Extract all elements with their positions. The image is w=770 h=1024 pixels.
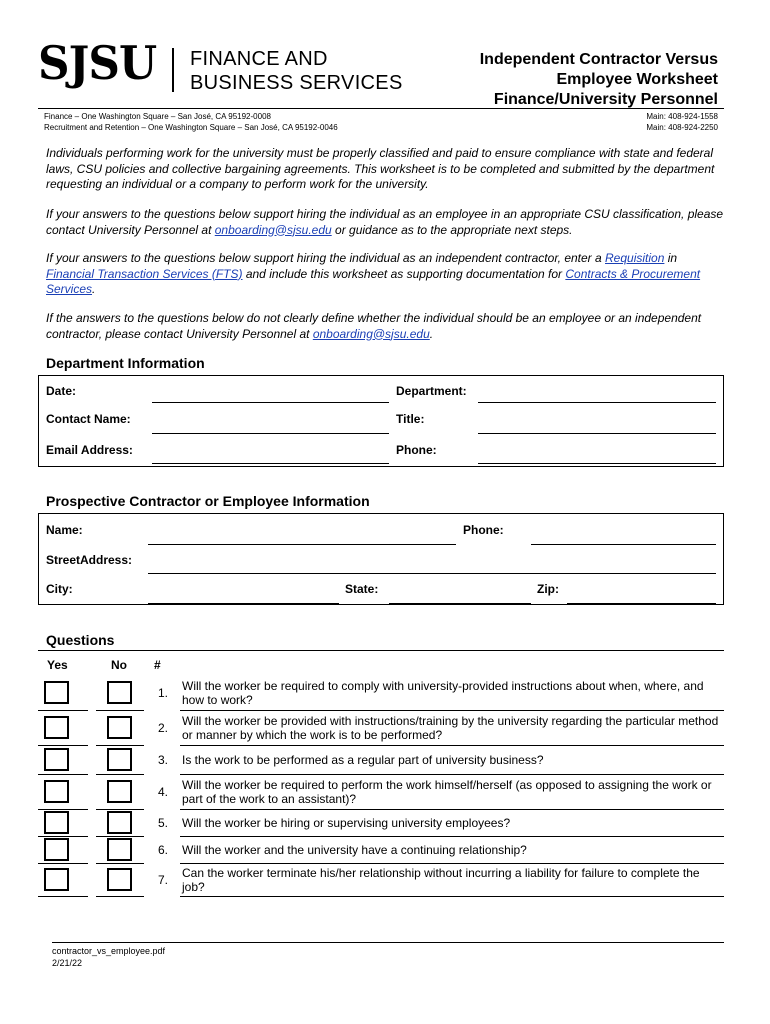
question-text: Will the worker be required to perform the work himself/herself (as opposed to assigning the work or part of the work to an assistant)? [182, 778, 712, 806]
no-checkbox[interactable] [107, 868, 132, 891]
requisition-link[interactable]: Requisition [605, 251, 665, 265]
no-column-header: No [111, 658, 127, 672]
no-checkbox[interactable] [107, 838, 132, 861]
yes-checkbox-underline [38, 710, 88, 711]
yes-column-header: Yes [47, 658, 68, 672]
question-text: Can the worker terminate his/her relationship without incurring a liability for failure to complete the job? [182, 866, 700, 894]
yes-checkbox-underline [38, 896, 88, 897]
p4-text-before: If the answers to the questions below do not clearly define whether the individual should be an employee or an independent contractor, please contact University Personnel at [46, 311, 702, 341]
question-divider [180, 710, 724, 711]
title-label: Title: [396, 412, 425, 426]
question-text: Will the worker be provided with instructions/training by the university regarding the particular method or manner by which the work is to be performed? [182, 714, 719, 742]
question-divider [180, 774, 724, 775]
onboarding-email-link-2[interactable]: onboarding@sjsu.edu [312, 326, 430, 341]
question-number: 2. [157, 721, 168, 735]
questions-section-title: Questions [46, 632, 115, 648]
p3-text-before: If your answers to the questions below support hiring the individual as an independent contractor, enter a [46, 251, 606, 265]
address-block [44, 111, 338, 133]
question-text: Is the work to be performed as a regular part of university business? [182, 753, 544, 767]
no-checkbox[interactable] [107, 780, 132, 803]
zip-label: Zip: [537, 582, 559, 596]
street-address-field[interactable] [148, 573, 716, 574]
prospect-phone-label: Phone: [463, 523, 504, 537]
title-line-2: Employee Worksheet [556, 71, 718, 88]
no-checkbox-underline [96, 836, 144, 837]
prospect-name-label: Name: [46, 523, 83, 537]
yes-checkbox[interactable] [44, 780, 69, 803]
department-logo-text [190, 47, 403, 95]
no-checkbox-underline [96, 809, 144, 810]
p2-text-after: or guidance as to the appropriate next steps. [331, 222, 573, 237]
question-divider [180, 809, 724, 810]
address-line-2: Recruitment and Retention – One Washington Square – San José, CA 95192-0046 [44, 123, 338, 132]
question-divider [180, 836, 724, 837]
p2-text-before: If your answers to the questions below support hiring the individual as an employee in an appropriate CSU classification, please contact University Personnel at [46, 207, 724, 237]
question-divider [180, 745, 724, 746]
no-checkbox-underline [96, 896, 144, 897]
no-checkbox[interactable] [107, 681, 132, 704]
yes-checkbox[interactable] [44, 868, 69, 891]
department-phone-label: Phone: [396, 443, 437, 457]
title-line-3: Finance/University Personnel [493, 91, 718, 108]
yes-checkbox-underline [38, 774, 88, 775]
number-column-header: # [154, 658, 161, 672]
intro-paragraph-1: Individuals performing work for the university must be properly classified and paid to ensure compliance with state and federal laws, CSU policies and collective bargaining agreements. This worksheet is to be completed and submitted by the department requesting an individual or a company to perform work for the university. [46, 146, 715, 191]
phone-block [646, 111, 718, 133]
yes-checkbox[interactable] [44, 716, 69, 739]
question-number: 3. [157, 753, 168, 767]
email-address-field[interactable] [152, 463, 389, 464]
no-checkbox-underline [96, 710, 144, 711]
department-phone-field[interactable] [478, 463, 716, 464]
state-label: State: [345, 582, 379, 596]
yes-checkbox[interactable] [44, 838, 69, 861]
contracts-procurement-link[interactable]: Contracts & Procurement Services [46, 266, 701, 296]
yes-checkbox[interactable] [44, 681, 69, 704]
yes-checkbox[interactable] [44, 811, 69, 834]
sjsu-logo: SJSU [38, 36, 157, 90]
zip-field[interactable] [567, 603, 716, 604]
yes-checkbox[interactable] [44, 748, 69, 771]
address-line-1: Finance – One Washington Square – San José, CA 95192-0008 [44, 112, 271, 121]
no-checkbox[interactable] [107, 811, 132, 834]
yes-checkbox-underline [38, 809, 88, 810]
no-checkbox-underline [96, 745, 144, 746]
document-title [480, 50, 718, 110]
yes-checkbox-underline [38, 836, 88, 837]
prospect-phone-field[interactable] [531, 544, 716, 545]
footer [52, 945, 165, 969]
dept-line-2: BUSINESS SERVICES [190, 72, 403, 94]
phone-line-1: Main: 408-924-1558 [646, 112, 718, 121]
prospect-name-field[interactable] [148, 544, 456, 545]
footer-date: 2/21/22 [52, 958, 83, 968]
p3-text-mid-1: in [664, 251, 678, 265]
phone-line-2: Main: 408-924-2250 [646, 123, 718, 132]
question-number: 7. [157, 873, 168, 887]
p4-text-after: . [429, 326, 434, 341]
title-field[interactable] [478, 433, 716, 434]
email-address-label: Email Address: [46, 443, 133, 457]
no-checkbox[interactable] [107, 716, 132, 739]
question-text: Will the worker and the university have a continuing relationship? [182, 843, 527, 857]
question-number: 5. [157, 816, 168, 830]
yes-checkbox-underline [38, 863, 88, 864]
date-label: Date: [46, 384, 77, 398]
city-field[interactable] [148, 603, 339, 604]
department-info-box [38, 375, 724, 467]
questions-title-rule [38, 632, 724, 651]
onboarding-email-link[interactable]: onboarding@sjsu.edu [214, 222, 332, 237]
dept-line-1: FINANCE AND [190, 48, 328, 70]
logo-divider [172, 48, 174, 92]
question-number: 6. [157, 843, 168, 857]
title-line-1: Independent Contractor Versus [479, 51, 718, 68]
contact-name-field[interactable] [152, 433, 389, 434]
department-label: Department: [396, 384, 467, 398]
state-field[interactable] [389, 603, 531, 604]
prospect-info-box [38, 513, 724, 605]
question-text: Will the worker be required to comply with university-provided instructions about when, where, and how to work? [182, 679, 704, 707]
question-text: Will the worker be hiring or supervising university employees? [182, 816, 511, 830]
prospect-section-title: Prospective Contractor or Employee Information [46, 493, 370, 509]
question-number: 4. [157, 785, 168, 799]
footer-filename: contractor_vs_employee.pdf [52, 946, 166, 956]
yes-checkbox-underline [38, 745, 88, 746]
street-address-label: StreetAddress: [46, 553, 133, 567]
city-label: City: [46, 582, 73, 596]
intro-paragraph-4 [46, 311, 726, 342]
fts-link[interactable]: Financial Transaction Services (FTS) [46, 266, 243, 281]
date-field[interactable] [152, 402, 389, 403]
question-number: 1. [157, 686, 168, 700]
department-section-title: Department Information [46, 355, 205, 371]
p3-text-mid-2: and include this worksheet as supporting documentation for [242, 266, 566, 281]
contact-name-label: Contact Name: [46, 412, 131, 426]
question-divider [180, 896, 724, 897]
department-field[interactable] [478, 402, 716, 403]
question-divider [180, 863, 724, 864]
header-divider [38, 108, 724, 109]
no-checkbox-underline [96, 863, 144, 864]
no-checkbox-underline [96, 774, 144, 775]
intro-paragraph-3 [46, 251, 726, 298]
footer-divider [52, 942, 724, 943]
p3-text-after: . [92, 282, 96, 296]
no-checkbox[interactable] [107, 748, 132, 771]
intro-paragraph-2 [46, 207, 726, 238]
